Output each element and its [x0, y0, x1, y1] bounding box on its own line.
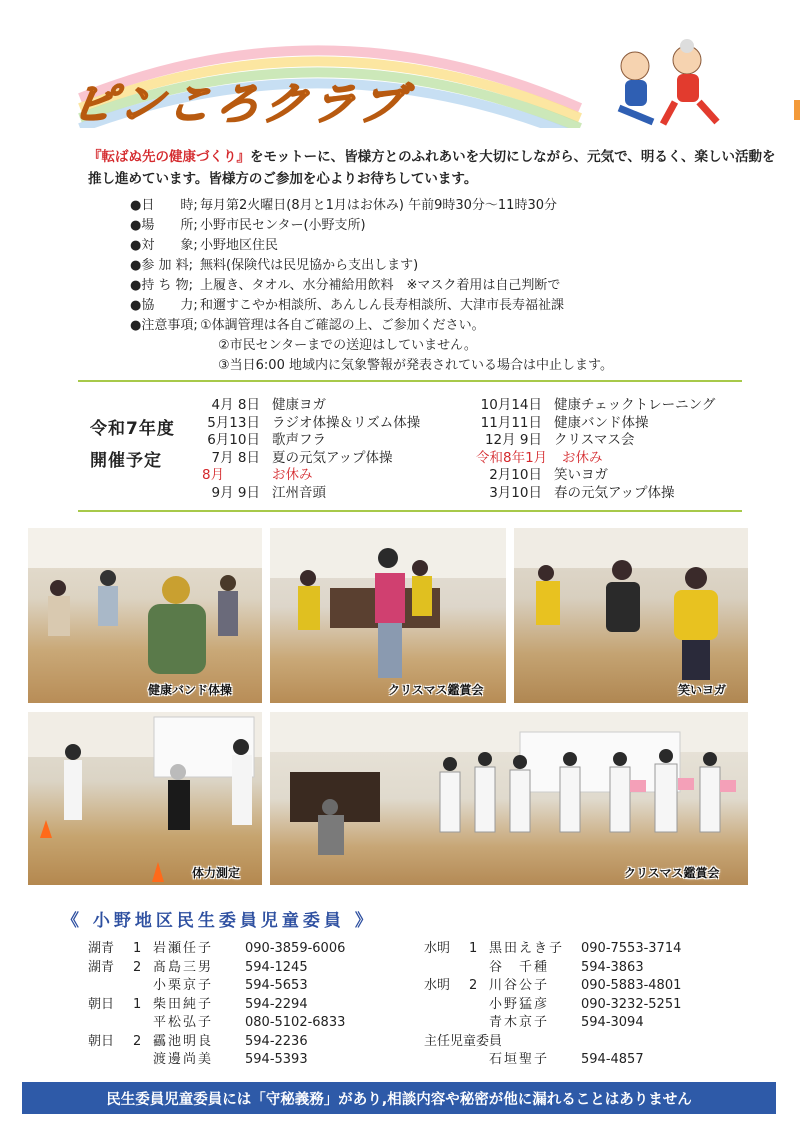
schedule-item: 12月 9日 クリスマス会 — [484, 432, 635, 448]
schedule-item: 11月11日 健康バンド体操 — [480, 414, 649, 431]
event-info-list — [130, 196, 613, 376]
schedule-item: 7月 8日 夏の元気アップ体操 — [211, 449, 393, 466]
photo-caption: クリスマス鑑賞会 — [388, 683, 484, 697]
member-row: 小野猛彦 090-3232-5251 — [489, 996, 682, 1012]
info-note: ②市民センターまでの送迎はしていません。 — [218, 338, 477, 353]
member-row: 平松弘子 080-5102-6833 — [153, 1015, 346, 1030]
member-row-heading: 主任児童委員 — [424, 1033, 503, 1049]
members-right-column — [424, 940, 681, 1070]
member-row: 渡邊尚美 594-5393 — [153, 1052, 308, 1067]
schedule-item-holiday: 8月 お休み — [202, 467, 313, 483]
photo-caption: クリスマス鑑賞会 — [624, 866, 720, 880]
schedule-item: 9月 9日 江州音頭 — [211, 484, 326, 501]
intro-paragraph — [88, 146, 778, 190]
exercising-seniors-illustration — [605, 38, 725, 128]
photo-band-exercise-image — [28, 528, 262, 703]
info-row-belongings: ●持 ち 物; 上履き、タオル、水分補給用飲料 ※マスク着用は自己判断で — [130, 278, 561, 293]
motto: 『転ばぬ先の健康づくり』 — [88, 149, 250, 165]
member-row: 谷 千種 594-3863 — [489, 959, 644, 975]
info-row-target: ●対 象; 小野地区住民 — [130, 238, 279, 253]
confidentiality-banner: 民生委員児童委員には「守秘義務」があり,相談内容や秘密が他に漏れることはありません — [22, 1082, 776, 1114]
photo-fitness-test-image — [28, 712, 262, 885]
divider — [78, 380, 742, 382]
photo-laugh-yoga — [514, 528, 748, 703]
member-row: 水明 1 黒田えき子 090-7553-3714 — [424, 941, 682, 956]
member-row: 朝日 2 靏池明良 594-2236 — [88, 1033, 308, 1049]
photo-band-exercise — [28, 528, 262, 703]
photo-laugh-yoga-image — [514, 528, 748, 703]
member-row: 青木京子 594-3094 — [489, 1015, 644, 1030]
schedule-item: 4月 8日 健康ヨガ — [211, 397, 326, 413]
info-row-fee: ●参 加 料; 無料(保険代は民児協から支出します) — [130, 258, 419, 273]
schedule-right-column — [470, 397, 715, 502]
schedule-item: 2月10日 笑いヨガ — [489, 467, 608, 483]
photo-fitness-test — [28, 712, 262, 885]
members-title: 《 小野地区民生委員児童委員 》 — [62, 911, 376, 931]
members-left-column — [88, 940, 345, 1070]
member-row: 湖青 2 髙島三男 594-1245 — [88, 959, 308, 975]
schedule-item: 5月13日 ラジオ体操＆リズム体操 — [207, 414, 421, 431]
schedule-item: 10月14日 健康チェックトレーニング — [480, 397, 716, 413]
member-row: 水明 2 川谷公子 090-5883-4801 — [424, 978, 682, 993]
photo-caption: 笑いヨガ — [678, 683, 727, 697]
info-row-notes: ●注意事項; ①体調管理は各自ご確認の上、ご参加ください。 — [130, 318, 485, 333]
photo-christmas-1 — [270, 528, 506, 703]
member-row: 朝日 1 柴田純子 594-2294 — [88, 996, 308, 1012]
photo-christmas-2 — [270, 712, 748, 885]
photo-christmas-1-image — [270, 528, 506, 703]
info-row-cooperation: ●協 力; 和邇すこやか相談所、あんしん長寿相談所、大津市長寿福祉課 — [130, 298, 565, 313]
info-row-place: ●場 所; 小野市民センター(小野支所) — [130, 218, 366, 233]
page-title: ピンころクラブ — [67, 79, 411, 130]
photo-christmas-2-image — [270, 712, 748, 885]
schedule-heading: 令和7年度 開催予定 — [90, 419, 175, 471]
schedule-item: 3月10日 春の元気アップ体操 — [489, 484, 675, 501]
schedule-item: 6月10日 歌声フラ — [207, 432, 326, 448]
info-note: ③当日6:00 地域内に気象警報が発表されている場合は中止します。 — [218, 358, 613, 373]
member-row: 湖青 1 岩瀬任子 090-3859-6006 — [88, 941, 346, 956]
schedule-left-column — [196, 397, 420, 502]
divider — [78, 510, 742, 512]
member-row: 小栗京子 594-5653 — [153, 978, 308, 993]
intro-text: をモットーに、皆様方とのふれあいを大切にしながら、元気で、明るく、楽しい活動を推し進めています。皆様方のご参加を心よりお待ちしています。 — [88, 149, 776, 187]
schedule-item-holiday: 令和8年1月 お休み — [476, 449, 603, 466]
edge-accent — [794, 100, 800, 120]
photo-caption: 健康バンド体操 — [148, 683, 233, 697]
photo-caption: 体力測定 — [192, 866, 241, 880]
member-row: 石垣聖子 594-4857 — [489, 1052, 644, 1067]
info-row-datetime: ●日 時; 毎月第2火曜日(8月と1月はお休み) 午前9時30分～11時30分 — [130, 198, 557, 213]
